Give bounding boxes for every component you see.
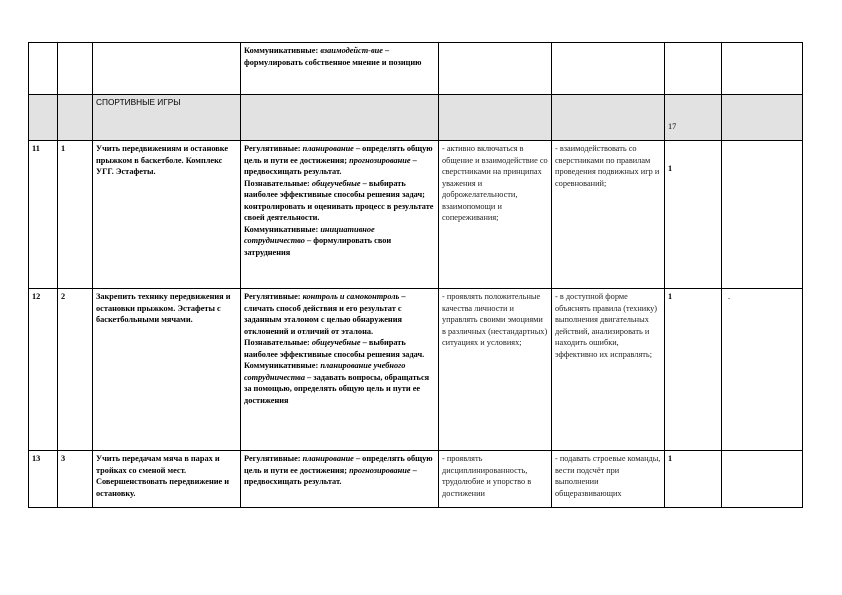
cell-uud — [241, 95, 439, 141]
row-number: 11 — [29, 141, 58, 289]
cell-personal — [439, 95, 552, 141]
uud-text: – формулировать свои затруднения — [244, 236, 392, 257]
cell-uud — [241, 141, 439, 289]
cell-extra: . — [722, 289, 803, 451]
table-row — [29, 43, 803, 95]
uud-term: планирование — [302, 454, 354, 463]
uud-text: – предвосхищать результат. — [244, 465, 417, 486]
lesson-topic: Учить передачам мяча в парах и тройках со сменой мест. Совершенствовать передвижение и остановку. — [93, 451, 241, 508]
uud-term: инициативное сотрудничество — [244, 224, 375, 245]
table-row — [29, 141, 803, 289]
uud-text: – сличать способ действия и его результат с заданным эталоном с целью обнаружения отклонений и отличий от эталона. — [244, 292, 406, 336]
cell-meta — [552, 95, 665, 141]
uud-label: Коммуникативные: — [244, 46, 319, 55]
cell-extra — [722, 141, 803, 289]
cell-meta — [552, 43, 665, 95]
cell-lesson — [58, 95, 93, 141]
cell-uud — [241, 289, 439, 451]
uud-label: Регулятивные: — [244, 454, 301, 463]
uud-term: планирование учебного сотрудничества — [244, 361, 406, 382]
table-row — [29, 451, 803, 508]
uud-text: – формулировать собственное мнение и позицию — [244, 46, 422, 67]
meta-results: - взаимодействовать со сверстниками по правилам проведения подвижных игр и соревнований; — [552, 141, 665, 289]
lesson-hours: 1 — [665, 451, 722, 508]
cell-num — [29, 95, 58, 141]
uud-label: Регулятивные: — [244, 144, 301, 153]
lesson-topic: Учить передвижениям и остановке прыжком в баскетболе. Комплекс УГГ. Эстафеты. — [93, 141, 241, 289]
lesson-hours: 1 — [665, 141, 722, 289]
uud-text: – выбирать наиболее эффективные способы решения задач. — [244, 338, 425, 359]
uud-label: Коммуникативные: — [244, 224, 319, 234]
lesson-hours: 1 — [665, 289, 722, 451]
row-number: 13 — [29, 451, 58, 508]
uud-text: – выбирать наиболее эффективные способы решения задач; контролировать и оценивать процесс в результате своей деятельности. — [244, 178, 434, 222]
personal-results: - активно включаться в общение и взаимодействие со сверстниками на принципах уважения и доброжелательности, взаимопомощи и сопереживания; — [439, 141, 552, 289]
meta-results: - в доступной форме объяснять правила (технику) выполнения двигательных действий, анализировать и находить ошибки, эффективно их исправлять; — [552, 289, 665, 451]
uud-term: прогнозирование — [349, 465, 411, 475]
uud-term: планирование — [302, 144, 354, 153]
uud-label: Регулятивные: — [244, 292, 301, 301]
personal-results: - проявлять положительные качества личности и управлять своими эмоциями в различных (нестандартных) ситуациях и условиях; — [439, 289, 552, 451]
uud-term: общеучебные — [311, 338, 361, 347]
uud-label: Познавательные: — [244, 178, 310, 188]
lesson-number: 3 — [58, 451, 93, 508]
personal-results: - проявлять дисциплинированность, трудолюбие и упорство в достижении — [439, 451, 552, 508]
cell-extra — [722, 43, 803, 95]
uud-term: общеучебные — [311, 178, 361, 188]
cell-uud — [241, 451, 439, 508]
uud-text: – определять общую цель и пути ее достижения; — [244, 144, 433, 165]
lesson-plan-table — [28, 42, 803, 508]
uud-text: – задавать вопросы, обращаться за помощью, определять общую цель и пути ее достижения — [244, 372, 430, 405]
uud-term: прогнозирование — [349, 155, 411, 165]
cell-topic — [93, 43, 241, 95]
section-title: СПОРТИВНЫЕ ИГРЫ — [93, 95, 241, 141]
section-row — [29, 95, 803, 141]
uud-term: взаимодейст-вие — [320, 46, 383, 55]
meta-results: - подавать строевые команды, вести подсчёт при выполнении общеразвивающих — [552, 451, 665, 508]
cell-personal — [439, 43, 552, 95]
cell-lesson — [58, 43, 93, 95]
row-number: 12 — [29, 289, 58, 451]
table-row — [29, 289, 803, 451]
uud-text: – предвосхищать результат. — [244, 155, 417, 176]
cell-extra — [722, 95, 803, 141]
lesson-number: 1 — [58, 141, 93, 289]
lesson-number: 2 — [58, 289, 93, 451]
cell-uud — [241, 43, 439, 95]
cell-hours — [665, 43, 722, 95]
uud-label: Коммуникативные: — [244, 361, 319, 370]
lesson-topic: Закрепить технику передвижения и остановки прыжком. Эстафеты с баскетбольными мячами. — [93, 289, 241, 451]
cell-num — [29, 43, 58, 95]
uud-term: контроль и самоконтроль — [302, 292, 400, 301]
cell-extra — [722, 451, 803, 508]
section-hours: 17 — [665, 95, 722, 141]
uud-text: – определять общую цель и пути ее достижения; — [244, 454, 433, 475]
uud-label: Познавательные: — [244, 338, 310, 347]
